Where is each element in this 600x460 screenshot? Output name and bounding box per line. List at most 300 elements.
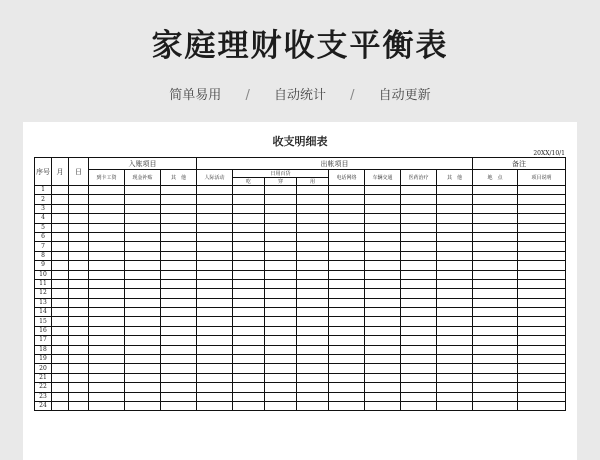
table-cell[interactable] — [401, 270, 437, 279]
table-cell[interactable] — [437, 326, 473, 335]
table-cell[interactable] — [125, 204, 161, 213]
table-cell[interactable] — [265, 214, 297, 223]
table-cell[interactable] — [329, 214, 365, 223]
table-cell[interactable] — [518, 364, 566, 373]
table-cell[interactable] — [401, 326, 437, 335]
table-cell[interactable] — [401, 345, 437, 354]
table-cell[interactable] — [197, 392, 233, 401]
table-cell[interactable] — [125, 195, 161, 204]
table-cell[interactable] — [518, 401, 566, 410]
table-cell[interactable] — [233, 223, 265, 232]
table-cell[interactable] — [69, 336, 89, 345]
table-cell[interactable] — [161, 326, 197, 335]
table-cell[interactable] — [437, 336, 473, 345]
table-cell[interactable] — [161, 242, 197, 251]
table-cell[interactable] — [265, 270, 297, 279]
table-cell[interactable] — [197, 261, 233, 270]
table-cell[interactable] — [69, 383, 89, 392]
table-cell[interactable] — [197, 289, 233, 298]
table-cell[interactable] — [233, 186, 265, 195]
table-cell[interactable] — [329, 308, 365, 317]
table-cell[interactable] — [125, 326, 161, 335]
table-cell[interactable] — [233, 336, 265, 345]
table-cell[interactable] — [437, 204, 473, 213]
table-cell[interactable] — [401, 214, 437, 223]
table-cell[interactable] — [161, 279, 197, 288]
table-cell[interactable] — [52, 308, 69, 317]
table-cell[interactable] — [52, 242, 69, 251]
table-cell[interactable] — [125, 383, 161, 392]
table-cell[interactable] — [365, 355, 401, 364]
table-cell[interactable] — [233, 232, 265, 241]
table-cell[interactable] — [233, 261, 265, 270]
table-cell[interactable] — [365, 204, 401, 213]
table-cell[interactable] — [89, 308, 125, 317]
table-cell[interactable] — [265, 355, 297, 364]
table-cell[interactable] — [52, 373, 69, 382]
table-cell[interactable] — [265, 279, 297, 288]
table-cell[interactable] — [161, 251, 197, 260]
table-cell[interactable] — [265, 383, 297, 392]
table-cell[interactable] — [365, 261, 401, 270]
table-cell[interactable] — [89, 392, 125, 401]
table-cell[interactable] — [365, 223, 401, 232]
table-cell[interactable] — [89, 223, 125, 232]
table-cell[interactable] — [329, 392, 365, 401]
table-cell[interactable] — [69, 186, 89, 195]
table-cell[interactable] — [69, 289, 89, 298]
table-cell[interactable] — [437, 223, 473, 232]
table-cell[interactable] — [52, 355, 69, 364]
table-cell[interactable] — [161, 308, 197, 317]
table-cell[interactable] — [297, 279, 329, 288]
table-cell[interactable] — [329, 326, 365, 335]
table-cell[interactable] — [365, 251, 401, 260]
table-cell[interactable] — [197, 251, 233, 260]
table-cell[interactable] — [401, 251, 437, 260]
table-cell[interactable] — [233, 326, 265, 335]
table-cell[interactable] — [401, 401, 437, 410]
table-cell[interactable] — [125, 392, 161, 401]
table-cell[interactable] — [265, 373, 297, 382]
table-cell[interactable] — [473, 204, 518, 213]
table-cell[interactable] — [329, 317, 365, 326]
table-cell[interactable] — [197, 204, 233, 213]
table-cell[interactable] — [365, 373, 401, 382]
table-cell[interactable] — [401, 364, 437, 373]
table-cell[interactable] — [437, 214, 473, 223]
table-cell[interactable] — [161, 364, 197, 373]
table-cell[interactable] — [89, 195, 125, 204]
table-cell[interactable] — [365, 392, 401, 401]
table-cell[interactable] — [233, 345, 265, 354]
table-cell[interactable] — [89, 355, 125, 364]
table-cell[interactable] — [161, 195, 197, 204]
table-cell[interactable] — [437, 401, 473, 410]
table-cell[interactable] — [297, 214, 329, 223]
table-cell[interactable] — [161, 270, 197, 279]
table-cell[interactable] — [125, 373, 161, 382]
table-cell[interactable] — [437, 279, 473, 288]
table-cell[interactable] — [89, 232, 125, 241]
table-cell[interactable] — [197, 326, 233, 335]
table-cell[interactable] — [161, 223, 197, 232]
table-cell[interactable] — [233, 242, 265, 251]
table-cell[interactable] — [518, 223, 566, 232]
table-cell[interactable] — [125, 279, 161, 288]
table-cell[interactable] — [365, 308, 401, 317]
table-cell[interactable] — [125, 261, 161, 270]
table-cell[interactable] — [473, 214, 518, 223]
table-cell[interactable] — [265, 232, 297, 241]
table-cell[interactable] — [265, 401, 297, 410]
table-cell[interactable] — [329, 261, 365, 270]
table-cell[interactable] — [265, 364, 297, 373]
table-cell[interactable] — [401, 204, 437, 213]
table-cell[interactable] — [197, 308, 233, 317]
table-cell[interactable] — [437, 232, 473, 241]
table-cell[interactable] — [437, 373, 473, 382]
table-cell[interactable] — [89, 204, 125, 213]
table-cell[interactable] — [52, 401, 69, 410]
table-cell[interactable] — [401, 195, 437, 204]
table-cell[interactable] — [437, 355, 473, 364]
table-cell[interactable] — [69, 232, 89, 241]
table-cell[interactable] — [69, 317, 89, 326]
table-cell[interactable] — [401, 242, 437, 251]
table-cell[interactable] — [401, 232, 437, 241]
table-cell[interactable] — [197, 336, 233, 345]
table-cell[interactable] — [197, 232, 233, 241]
table-cell[interactable] — [329, 383, 365, 392]
table-cell[interactable] — [473, 289, 518, 298]
table-cell[interactable] — [329, 298, 365, 307]
table-cell[interactable] — [297, 261, 329, 270]
table-cell[interactable] — [365, 364, 401, 373]
table-cell[interactable] — [518, 383, 566, 392]
table-cell[interactable] — [197, 279, 233, 288]
table-cell[interactable] — [233, 308, 265, 317]
table-cell[interactable] — [125, 355, 161, 364]
table-cell[interactable] — [329, 336, 365, 345]
table-cell[interactable] — [329, 373, 365, 382]
table-cell[interactable] — [437, 392, 473, 401]
table-cell[interactable] — [518, 345, 566, 354]
table-cell[interactable] — [473, 251, 518, 260]
table-cell[interactable] — [161, 214, 197, 223]
table-cell[interactable] — [401, 336, 437, 345]
table-cell[interactable] — [473, 232, 518, 241]
table-cell[interactable] — [518, 261, 566, 270]
table-cell[interactable] — [52, 289, 69, 298]
table-cell[interactable] — [518, 186, 566, 195]
table-cell[interactable] — [125, 364, 161, 373]
table-cell[interactable] — [297, 186, 329, 195]
table-cell[interactable] — [161, 261, 197, 270]
table-cell[interactable] — [329, 242, 365, 251]
table-cell[interactable] — [473, 345, 518, 354]
table-cell[interactable] — [69, 364, 89, 373]
table-cell[interactable] — [125, 223, 161, 232]
table-cell[interactable] — [473, 261, 518, 270]
table-cell[interactable] — [125, 298, 161, 307]
table-cell[interactable] — [161, 355, 197, 364]
table-cell[interactable] — [265, 317, 297, 326]
table-cell[interactable] — [265, 261, 297, 270]
table-cell[interactable] — [401, 392, 437, 401]
table-cell[interactable] — [197, 214, 233, 223]
table-cell[interactable] — [473, 242, 518, 251]
table-cell[interactable] — [401, 261, 437, 270]
table-cell[interactable] — [265, 204, 297, 213]
table-cell[interactable] — [125, 186, 161, 195]
table-cell[interactable] — [89, 373, 125, 382]
table-cell[interactable] — [473, 186, 518, 195]
table-cell[interactable] — [233, 251, 265, 260]
table-cell[interactable] — [233, 401, 265, 410]
table-cell[interactable] — [197, 401, 233, 410]
table-cell[interactable] — [329, 345, 365, 354]
table-cell[interactable] — [365, 232, 401, 241]
table-cell[interactable] — [329, 364, 365, 373]
table-cell[interactable] — [518, 279, 566, 288]
table-cell[interactable] — [297, 232, 329, 241]
table-cell[interactable] — [69, 261, 89, 270]
table-cell[interactable] — [365, 195, 401, 204]
table-cell[interactable] — [265, 308, 297, 317]
table-cell[interactable] — [297, 336, 329, 345]
table-cell[interactable] — [161, 383, 197, 392]
table-cell[interactable] — [437, 251, 473, 260]
table-cell[interactable] — [365, 270, 401, 279]
table-cell[interactable] — [401, 355, 437, 364]
table-cell[interactable] — [518, 251, 566, 260]
table-cell[interactable] — [329, 270, 365, 279]
table-cell[interactable] — [297, 204, 329, 213]
table-cell[interactable] — [69, 345, 89, 354]
table-cell[interactable] — [89, 261, 125, 270]
table-cell[interactable] — [69, 242, 89, 251]
table-cell[interactable] — [89, 289, 125, 298]
table-cell[interactable] — [161, 298, 197, 307]
table-cell[interactable] — [365, 279, 401, 288]
table-cell[interactable] — [89, 279, 125, 288]
table-cell[interactable] — [197, 186, 233, 195]
table-cell[interactable] — [297, 364, 329, 373]
table-cell[interactable] — [297, 383, 329, 392]
table-cell[interactable] — [69, 326, 89, 335]
table-cell[interactable] — [265, 289, 297, 298]
table-cell[interactable] — [473, 401, 518, 410]
table-cell[interactable] — [233, 373, 265, 382]
table-cell[interactable] — [437, 298, 473, 307]
table-cell[interactable] — [473, 364, 518, 373]
table-cell[interactable] — [69, 298, 89, 307]
table-cell[interactable] — [437, 186, 473, 195]
table-cell[interactable] — [518, 242, 566, 251]
table-cell[interactable] — [197, 195, 233, 204]
table-cell[interactable] — [233, 383, 265, 392]
table-cell[interactable] — [233, 195, 265, 204]
table-cell[interactable] — [297, 242, 329, 251]
table-cell[interactable] — [69, 355, 89, 364]
table-cell[interactable] — [161, 232, 197, 241]
table-cell[interactable] — [265, 345, 297, 354]
table-cell[interactable] — [518, 195, 566, 204]
table-cell[interactable] — [233, 214, 265, 223]
table-cell[interactable] — [265, 195, 297, 204]
table-cell[interactable] — [52, 392, 69, 401]
table-cell[interactable] — [518, 336, 566, 345]
table-cell[interactable] — [265, 392, 297, 401]
table-cell[interactable] — [52, 251, 69, 260]
table-cell[interactable] — [297, 317, 329, 326]
table-cell[interactable] — [518, 392, 566, 401]
table-cell[interactable] — [265, 186, 297, 195]
table-cell[interactable] — [329, 401, 365, 410]
table-cell[interactable] — [518, 204, 566, 213]
table-cell[interactable] — [401, 186, 437, 195]
table-cell[interactable] — [69, 373, 89, 382]
table-cell[interactable] — [52, 195, 69, 204]
table-cell[interactable] — [233, 270, 265, 279]
table-cell[interactable] — [125, 336, 161, 345]
table-cell[interactable] — [161, 392, 197, 401]
table-cell[interactable] — [401, 373, 437, 382]
table-cell[interactable] — [329, 195, 365, 204]
table-cell[interactable] — [197, 364, 233, 373]
table-cell[interactable] — [197, 345, 233, 354]
table-cell[interactable] — [437, 383, 473, 392]
table-cell[interactable] — [52, 223, 69, 232]
table-cell[interactable] — [161, 317, 197, 326]
table-cell[interactable] — [518, 326, 566, 335]
table-cell[interactable] — [69, 251, 89, 260]
table-cell[interactable] — [365, 401, 401, 410]
table-cell[interactable] — [518, 373, 566, 382]
table-cell[interactable] — [437, 261, 473, 270]
table-cell[interactable] — [89, 317, 125, 326]
table-cell[interactable] — [297, 270, 329, 279]
table-cell[interactable] — [473, 308, 518, 317]
table-cell[interactable] — [52, 317, 69, 326]
table-cell[interactable] — [89, 401, 125, 410]
table-cell[interactable] — [437, 289, 473, 298]
table-cell[interactable] — [89, 242, 125, 251]
table-cell[interactable] — [401, 308, 437, 317]
table-cell[interactable] — [89, 345, 125, 354]
table-cell[interactable] — [125, 242, 161, 251]
table-cell[interactable] — [69, 392, 89, 401]
table-cell[interactable] — [52, 204, 69, 213]
table-cell[interactable] — [518, 308, 566, 317]
table-cell[interactable] — [233, 204, 265, 213]
table-cell[interactable] — [233, 355, 265, 364]
table-cell[interactable] — [473, 373, 518, 382]
table-cell[interactable] — [89, 383, 125, 392]
table-cell[interactable] — [437, 317, 473, 326]
table-cell[interactable] — [233, 364, 265, 373]
table-cell[interactable] — [365, 214, 401, 223]
table-cell[interactable] — [473, 270, 518, 279]
table-cell[interactable] — [329, 289, 365, 298]
table-cell[interactable] — [52, 345, 69, 354]
table-cell[interactable] — [518, 214, 566, 223]
table-cell[interactable] — [233, 289, 265, 298]
table-cell[interactable] — [89, 186, 125, 195]
table-cell[interactable] — [89, 364, 125, 373]
table-cell[interactable] — [233, 392, 265, 401]
table-cell[interactable] — [161, 204, 197, 213]
table-cell[interactable] — [473, 355, 518, 364]
table-cell[interactable] — [437, 308, 473, 317]
table-cell[interactable] — [197, 317, 233, 326]
table-cell[interactable] — [329, 232, 365, 241]
table-cell[interactable] — [89, 326, 125, 335]
table-cell[interactable] — [233, 317, 265, 326]
table-cell[interactable] — [69, 270, 89, 279]
table-cell[interactable] — [161, 289, 197, 298]
table-cell[interactable] — [125, 251, 161, 260]
table-cell[interactable] — [518, 232, 566, 241]
table-cell[interactable] — [365, 383, 401, 392]
table-cell[interactable] — [69, 204, 89, 213]
table-cell[interactable] — [365, 186, 401, 195]
table-cell[interactable] — [69, 214, 89, 223]
table-cell[interactable] — [52, 232, 69, 241]
table-cell[interactable] — [52, 214, 69, 223]
table-cell[interactable] — [52, 261, 69, 270]
table-cell[interactable] — [401, 317, 437, 326]
table-cell[interactable] — [297, 401, 329, 410]
table-cell[interactable] — [329, 204, 365, 213]
table-cell[interactable] — [52, 298, 69, 307]
table-cell[interactable] — [197, 373, 233, 382]
table-cell[interactable] — [89, 336, 125, 345]
table-cell[interactable] — [125, 214, 161, 223]
table-cell[interactable] — [518, 298, 566, 307]
table-cell[interactable] — [518, 355, 566, 364]
table-cell[interactable] — [197, 270, 233, 279]
table-cell[interactable] — [297, 251, 329, 260]
table-cell[interactable] — [161, 373, 197, 382]
table-cell[interactable] — [125, 289, 161, 298]
table-cell[interactable] — [69, 308, 89, 317]
table-cell[interactable] — [69, 195, 89, 204]
table-cell[interactable] — [401, 289, 437, 298]
table-cell[interactable] — [365, 289, 401, 298]
table-cell[interactable] — [197, 355, 233, 364]
table-cell[interactable] — [52, 186, 69, 195]
table-cell[interactable] — [473, 223, 518, 232]
table-cell[interactable] — [297, 195, 329, 204]
table-cell[interactable] — [52, 270, 69, 279]
table-cell[interactable] — [89, 270, 125, 279]
table-cell[interactable] — [365, 242, 401, 251]
table-cell[interactable] — [161, 345, 197, 354]
table-cell[interactable] — [52, 383, 69, 392]
table-cell[interactable] — [518, 317, 566, 326]
table-cell[interactable] — [265, 298, 297, 307]
table-cell[interactable] — [473, 392, 518, 401]
table-cell[interactable] — [265, 326, 297, 335]
table-cell[interactable] — [365, 345, 401, 354]
table-cell[interactable] — [52, 279, 69, 288]
table-cell[interactable] — [437, 364, 473, 373]
table-cell[interactable] — [329, 186, 365, 195]
table-cell[interactable] — [89, 251, 125, 260]
table-cell[interactable] — [437, 270, 473, 279]
